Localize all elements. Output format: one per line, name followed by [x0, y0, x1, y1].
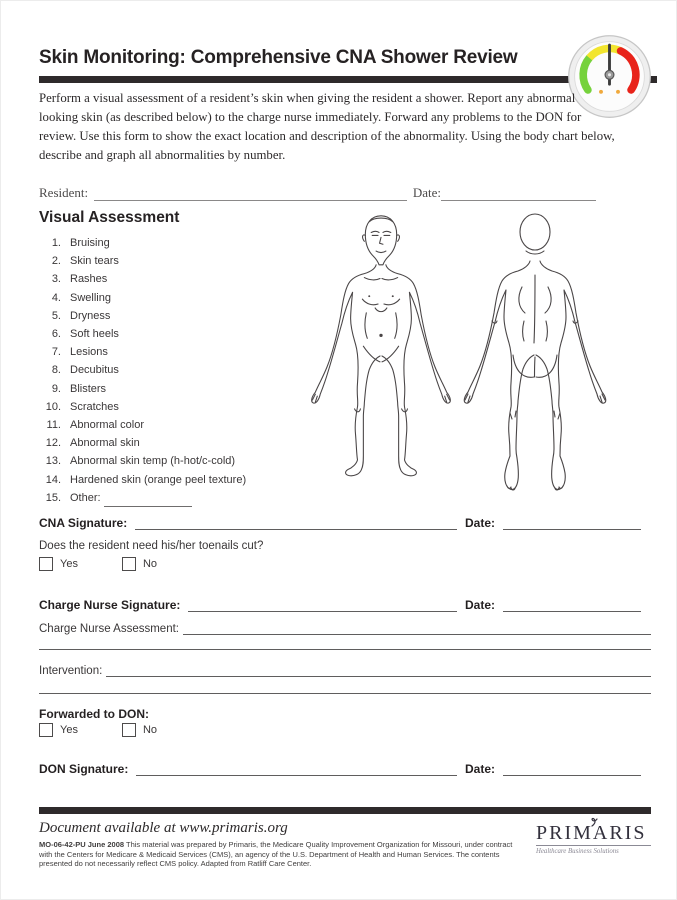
toenails-no-checkbox[interactable] [122, 557, 136, 571]
forwarded-to-don-heading: Forwarded to DON: [39, 707, 149, 721]
toenails-no-label: No [142, 558, 158, 570]
list-item: 4. Swelling [51, 291, 111, 304]
list-item: 12. Abnormal skin [45, 437, 140, 450]
toenails-checkbox-row [39, 557, 651, 571]
header-rule [39, 76, 657, 83]
date-label: Date: [412, 185, 441, 200]
forwarded-no-label: No [142, 724, 158, 736]
charge-nurse-assessment-input[interactable] [183, 621, 651, 635]
forwarded-yes-label: Yes [60, 724, 78, 736]
cna-date-label: Date: [464, 516, 495, 530]
charge-nurse-assessment-label: Charge Nurse Assessment: [39, 623, 179, 635]
cna-date-input[interactable] [503, 515, 641, 530]
intervention-row [39, 663, 651, 677]
toenails-yes-checkbox[interactable] [39, 557, 53, 571]
other-input[interactable] [104, 493, 192, 507]
charge-nurse-date-label: Date: [464, 598, 495, 612]
date-input[interactable] [441, 185, 596, 201]
primaris-logo-tagline: Healthcare Business Solutions [536, 848, 619, 855]
toenails-yes-label: Yes [60, 558, 78, 570]
don-signature-label: DON Signature: [39, 762, 129, 776]
forwarded-no-option [122, 723, 157, 737]
resident-input[interactable] [94, 185, 407, 201]
don-signature-row [39, 761, 641, 776]
list-item: 1. Bruising [51, 237, 110, 249]
primaris-logo-text: PRIMARIS [536, 822, 647, 844]
list-item: 10. Scratches [45, 400, 119, 413]
toenails-question: Does the resident need his/her toenails cut? [39, 540, 264, 552]
intro-paragraph: Perform a visual assessment of a resident’s skin when giving the resident a shower. Report any abnormal looking skin (as described below) to the charge nurse immediately. Forward any problems to the DON for review. Use this form to show the exact location and description of the abnormality. Using the body chart below, describe and graph all abnormalities by number. [39, 91, 615, 162]
toenails-yes-option [39, 557, 78, 571]
resident-label: Resident: [39, 185, 89, 200]
list-item: 14. Hardened skin (orange peel texture) [45, 473, 247, 486]
intervention-input[interactable] [106, 663, 651, 677]
charge-nurse-signature-input[interactable] [188, 597, 457, 612]
charge-nurse-signature-label: Charge Nurse Signature: [39, 598, 181, 612]
don-date-input[interactable] [503, 761, 641, 776]
charge-nurse-signature-row [39, 597, 641, 612]
footer-doc-code: MO-06-42-PU June 2008 [39, 840, 125, 849]
forwarded-yes-option [39, 723, 78, 737]
don-date-label: Date: [464, 762, 495, 776]
forwarded-yes-checkbox[interactable] [39, 723, 53, 737]
body-figure-front [307, 207, 455, 501]
footer-fine-print: MO-06-42-PU June 2008 This material was prepared by Primaris, the Medicare Quality Improvement Organization for Missouri, under contract with the Centers for Medicare & Medicaid Services (CMS), an agency of the U.S. Department of Health and Human Services. The contents presented do not necessarily reflect CMS policy. Adapted from Ratliff Care Center. [39, 840, 513, 868]
list-item: 5. Dryness [51, 309, 111, 322]
visual-assessment-heading: Visual Assessment [39, 209, 180, 226]
cna-signature-row [39, 515, 641, 530]
cna-signature-input[interactable] [135, 515, 457, 530]
forwarded-no-checkbox[interactable] [122, 723, 136, 737]
list-item: 11. Abnormal color [46, 419, 144, 432]
list-item: 6. Soft heels [51, 328, 119, 341]
intervention-label: Intervention: [39, 665, 103, 677]
primaris-logo [536, 823, 651, 855]
list-item: 13. Abnormal skin temp (h-hot/c-cold) [45, 455, 236, 468]
list-item: 3. Rashes [51, 273, 108, 286]
resident-date-row [39, 185, 596, 201]
cna-signature-label: CNA Signature: [39, 516, 128, 530]
toenails-no-option [122, 557, 157, 571]
intervention-input-line2[interactable] [39, 680, 651, 694]
list-item: 2. Skin tears [51, 255, 119, 268]
forwarded-checkbox-row [39, 723, 651, 737]
footer-rule [39, 807, 651, 814]
list-item-other: 15. Other: [39, 489, 299, 507]
charge-nurse-assessment-input-line2[interactable] [39, 636, 651, 650]
primaris-logo-rule [536, 845, 651, 846]
body-figure-back [459, 205, 611, 505]
page-title [39, 47, 651, 69]
charge-nurse-assessment-row [39, 621, 651, 635]
list-item: 9. Blisters [51, 382, 107, 395]
list-item: 7. Lesions [51, 346, 108, 359]
primaris-logo-mark-icon [590, 814, 598, 832]
visual-assessment-list [39, 234, 299, 507]
charge-nurse-date-input[interactable] [503, 597, 641, 612]
don-signature-input[interactable] [136, 761, 457, 776]
footer [39, 807, 651, 869]
list-item: 8. Decubitus [51, 364, 119, 377]
page-title-text: Skin Monitoring: Comprehensive CNA Shower Review [39, 47, 518, 68]
footer-doc-line[interactable]: Document available at www.primaris.org [39, 820, 288, 836]
